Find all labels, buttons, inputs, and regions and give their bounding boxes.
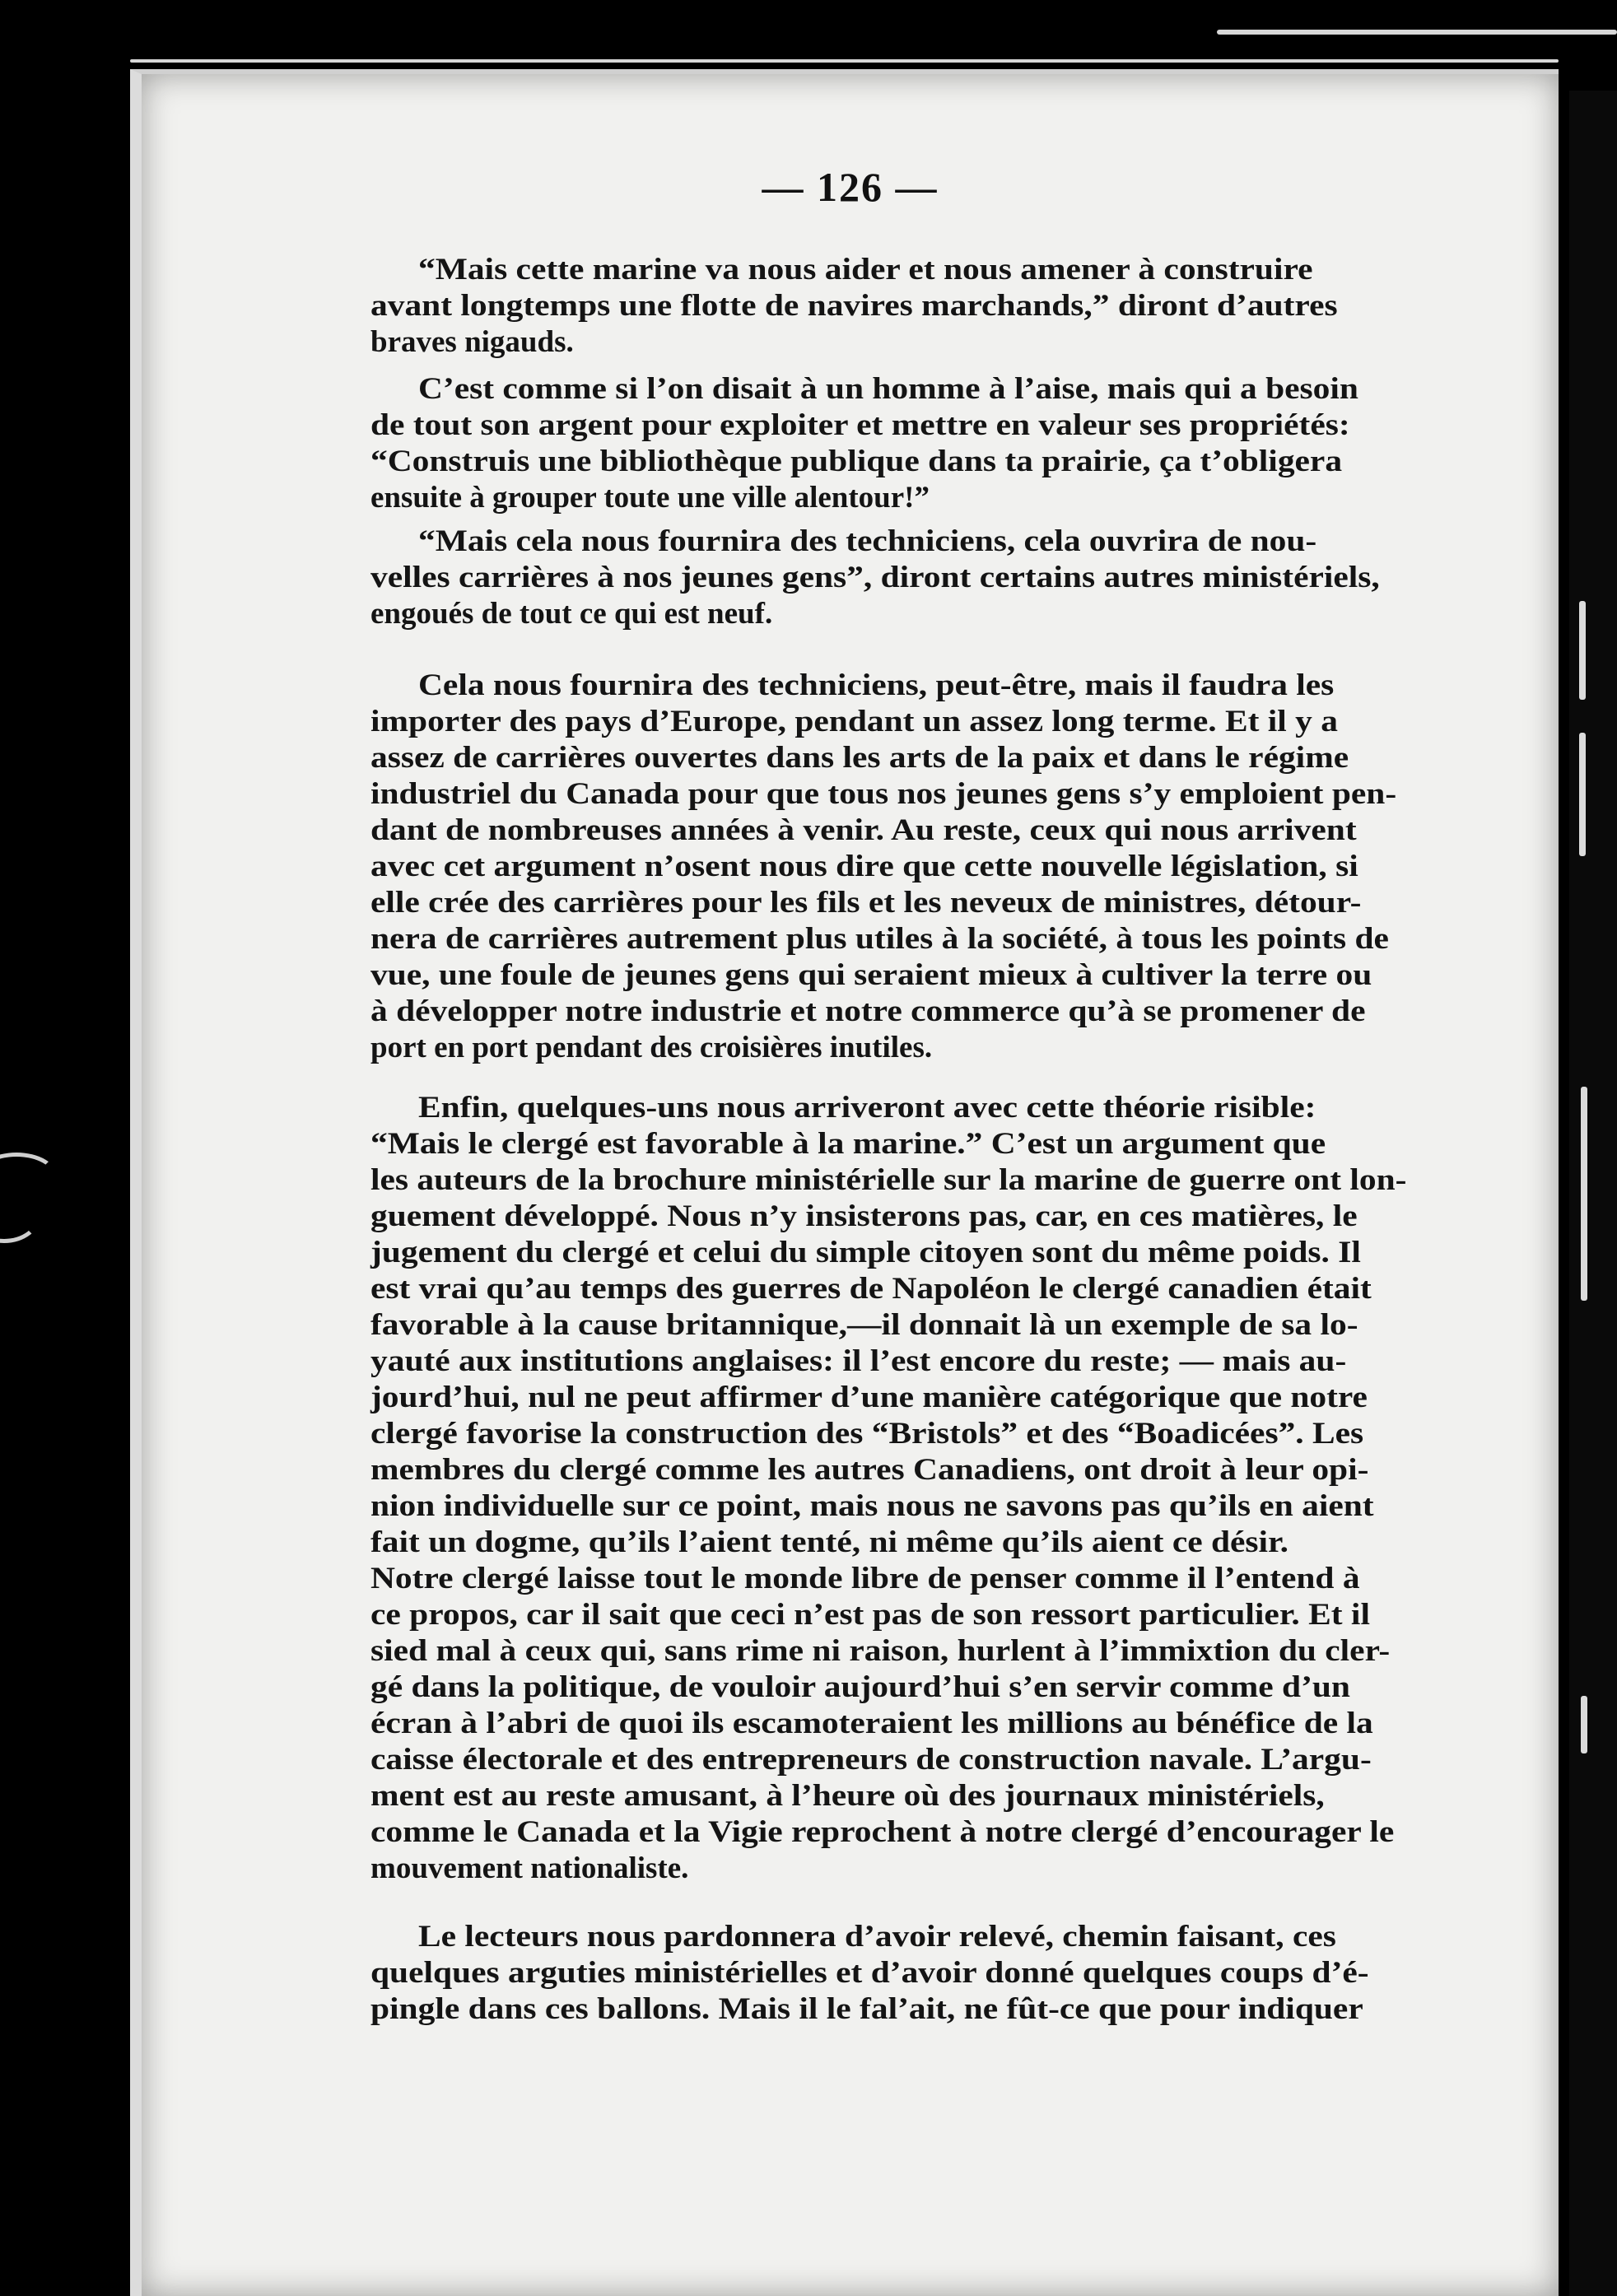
text-line: caisse électorale et des entrepreneurs de construction navale. L’argu- (370, 1743, 1372, 1777)
text-line: à développer notre industrie et notre commerce qu’à se promener de (370, 994, 1366, 1028)
text-line: elle crée des carrières pour les fils et les neveux de ministres, détour- (370, 886, 1362, 920)
scan-edge-line-page-top (130, 59, 1559, 63)
text-line: Cela nous fournira des techniciens, peut-être, mais il faudra les (418, 668, 1335, 702)
edge-mark (1579, 601, 1586, 700)
page-number: — 126 — (762, 164, 939, 210)
text-line: nera de carrières autrement plus utiles à la société, à tous les points de (370, 922, 1389, 956)
text-line: mouvement nationaliste. (370, 1851, 689, 1885)
text-line: ensuite à grouper toute une ville alentour!” (370, 481, 930, 515)
text-line: clergé favorise la construction des “Bristols” et des “Boadicées”. Les (370, 1417, 1364, 1451)
edge-mark (1579, 733, 1586, 856)
text-line: jugement du clergé et celui du simple citoyen sont du même poids. Il (370, 1236, 1361, 1269)
text-line: assez de carrières ouvertes dans les arts de la paix et dans le régime (370, 741, 1349, 775)
text-line: membres du clergé comme les autres Canadiens, ont droit à leur opi- (370, 1453, 1369, 1487)
text-line: est vrai qu’au temps des guerres de Napoléon le clergé canadien était (370, 1272, 1372, 1306)
text-line: importer des pays d’Europe, pendant un assez long terme. Et il y a (370, 705, 1338, 738)
text-line: de tout son argent pour exploiter et mettre en valeur ses propriétés: (370, 408, 1350, 442)
scan-edge-line-top (1217, 30, 1617, 35)
text-line: gé dans la politique, de vouloir aujourd’hui s’en servir comme d’un (370, 1670, 1350, 1704)
text-line: écran à l’abri de quoi ils escamoteraient les millions au bénéfice de la (370, 1707, 1373, 1740)
text-line: port en port pendant des croisières inutiles. (370, 1031, 933, 1064)
text-line: les auteurs de la brochure ministérielle sur la marine de guerre ont lon- (370, 1163, 1407, 1197)
text-line: sied mal à ceux qui, sans rime ni raison, hurlent à l’immixtion du cler- (370, 1634, 1391, 1668)
text-line: nion individuelle sur ce point, mais nous ne savons pas qu’ils en aient (370, 1489, 1374, 1523)
text-line: braves nigauds. (370, 325, 574, 359)
text-line: guement développé. Nous n’y insisterons pas, car, en ces matières, le (370, 1199, 1358, 1233)
text-line: industriel du Canada pour que tous nos jeunes gens s’y emploient pen- (370, 777, 1397, 811)
text-line: dant de nombreuses années à venir. Au reste, ceux qui nous arrivent (370, 813, 1357, 847)
document-page (130, 69, 1559, 2296)
text-line: avec cet argument n’osent nous dire que cette nouvelle législation, si (370, 850, 1358, 883)
text-line: engoués de tout ce qui est neuf. (370, 597, 773, 631)
edge-mark (1581, 1087, 1587, 1301)
text-line: favorable à la cause britannique,—il donnait là un exemple de sa lo- (370, 1308, 1358, 1342)
text-line: vue, une foule de jeunes gens qui seraient mieux à cultiver la terre ou (370, 958, 1372, 992)
text-line: “Mais cette marine va nous aider et nous amener à construire (418, 253, 1313, 286)
text-line: comme le Canada et la Vigie reprochent à notre clergé d’encourager le (370, 1815, 1395, 1849)
text-line: pingle dans ces ballons. Mais il le fal’ait, ne fût-ce que pour indiquer (370, 1992, 1363, 2026)
text-line: “Construis une bibliothèque publique dans ta prairie, ça t’obligera (370, 445, 1343, 478)
text-line: Enfin, quelques-uns nous arriveront avec cette théorie risible: (418, 1091, 1316, 1125)
text-line: yauté aux institutions anglaises: il l’est encore du reste; — mais au- (370, 1344, 1347, 1378)
text-line: “Mais le clergé est favorable à la marine.” C’est un argument que (370, 1127, 1326, 1161)
text-line: ment est au reste amusant, à l’heure où des journaux ministériels, (370, 1779, 1325, 1813)
text-line: avant longtemps une flotte de navires marchands,” diront d’autres (370, 289, 1338, 323)
text-line: velles carrières à nos jeunes gens”, diront certains autres ministériels, (370, 561, 1380, 594)
text-line: ce propos, car il sait que ceci n’est pas de son ressort particulier. Et il (370, 1598, 1370, 1632)
page-right-edge (1569, 91, 1617, 2296)
text-line: jourd’hui, nul ne peut affirmer d’une manière catégorique que notre (370, 1381, 1368, 1414)
edge-mark (1581, 1696, 1587, 1753)
text-line: Le lecteurs nous pardonnera d’avoir relevé, chemin faisant, ces (418, 1920, 1336, 1954)
text-line: fait un dogme, qu’ils l’aient tenté, ni même qu’ils aient ce désir. (370, 1525, 1288, 1559)
text-line: quelques arguties ministérielles et d’avoir donné quelques coups d’é- (370, 1956, 1369, 1990)
text-line: C’est comme si l’on disait à un homme à l’aise, mais qui a besoin (418, 372, 1358, 406)
text-line: “Mais cela nous fournira des techniciens, cela ouvrira de nou- (418, 524, 1317, 558)
text-line: Notre clergé laisse tout le monde libre de penser comme il l’entend à (370, 1562, 1360, 1595)
